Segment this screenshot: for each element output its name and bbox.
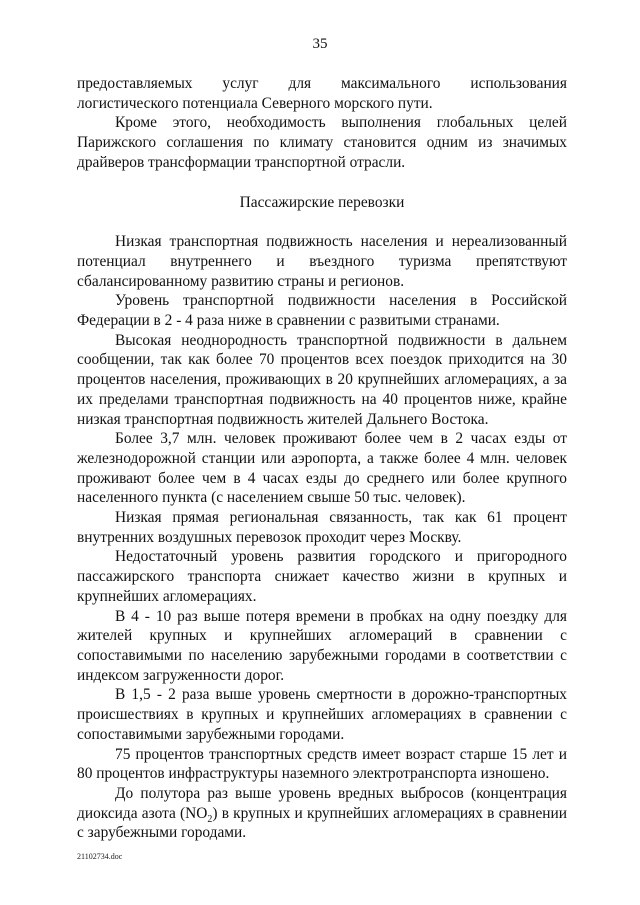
paragraph: Уровень транспортной подвижности населения в Российской Федерации в 2 - 4 раза ниже в сравнении с развитыми странами.: [77, 292, 567, 330]
document-body: [77, 74, 567, 843]
paragraph: Низкая прямая региональная связанность, так как 61 процент внутренних воздушных перевозок проходит через Москву.: [77, 509, 567, 546]
emissions-text-before: До полутора раз выше уровень вредных выбросов (концентрация диоксида азота (NO: [77, 784, 567, 822]
page-number: 35: [312, 36, 328, 52]
paragraph: 75 процентов транспортных средств имеет возраст старше 15 лет и 80 процентов инфраструктуры наземного электротранспорта изношено.: [77, 745, 567, 783]
paragraph: Низкая транспортная подвижность населения и нереализованный потенциал внутреннего и въездного туризма препятствуют сбалансированному развитию страны и регионов.: [77, 233, 567, 290]
section-heading: Пассажирские перевозки: [239, 193, 405, 211]
paragraph-paris-agreement: Кроме этого, необходимость выполнения глобальных целей Парижского соглашения по климату становится одним из значимых драйверов трансформации транспортной отрасли.: [77, 114, 567, 171]
paragraph-emissions: [77, 784, 567, 843]
paragraph: В 1,5 - 2 раза выше уровень смертности в дорожно-транспортных происшествиях в крупных и крупнейших агломерациях в сравнении с сопоставимыми зарубежными городами.: [77, 686, 567, 743]
paragraph: Недостаточный уровень развития городского и пригородного пассажирского транспорта снижает качество жизни в крупных и крупнейших агломерациях.: [77, 548, 567, 605]
paragraph: В 4 - 10 раз выше потеря времени в пробках на одну поездку для жителей крупных и крупнейших агломераций в сравнении с сопоставимыми по населению зарубежными городами в соответствии с индексом загруженности дорог.: [77, 607, 567, 684]
file-name-footer: 21102734.doc: [77, 852, 123, 861]
subscript-2: 2: [207, 813, 213, 825]
emissions-text-after: ) в крупных и крупнейших агломерациях в сравнении с зарубежными городами.: [77, 804, 567, 842]
paragraph: Высокая неоднородность транспортной подвижности в дальнем сообщении, так как более 70 процентов всех поездок приходится на 30 процентов населения, проживающих в 20 крупнейших агломерациях, а за их пределами транспортная подвижность на 40 процентов ниже, крайне низкая транспортная подвижность жителей Дальнего Востока.: [77, 331, 567, 428]
paragraph-continuation: предоставляемых услуг для максимального использования логистического потенциала Северного морского пути.: [77, 75, 567, 112]
paragraph: Более 3,7 млн. человек проживают более чем в 2 часах езды от железнодорожной станции или аэропорта, а также более 4 млн. человек проживают более чем в 4 часах езды до среднего или более крупного населенного пункта (с населением свыше 50 тыс. человек).: [77, 430, 567, 507]
